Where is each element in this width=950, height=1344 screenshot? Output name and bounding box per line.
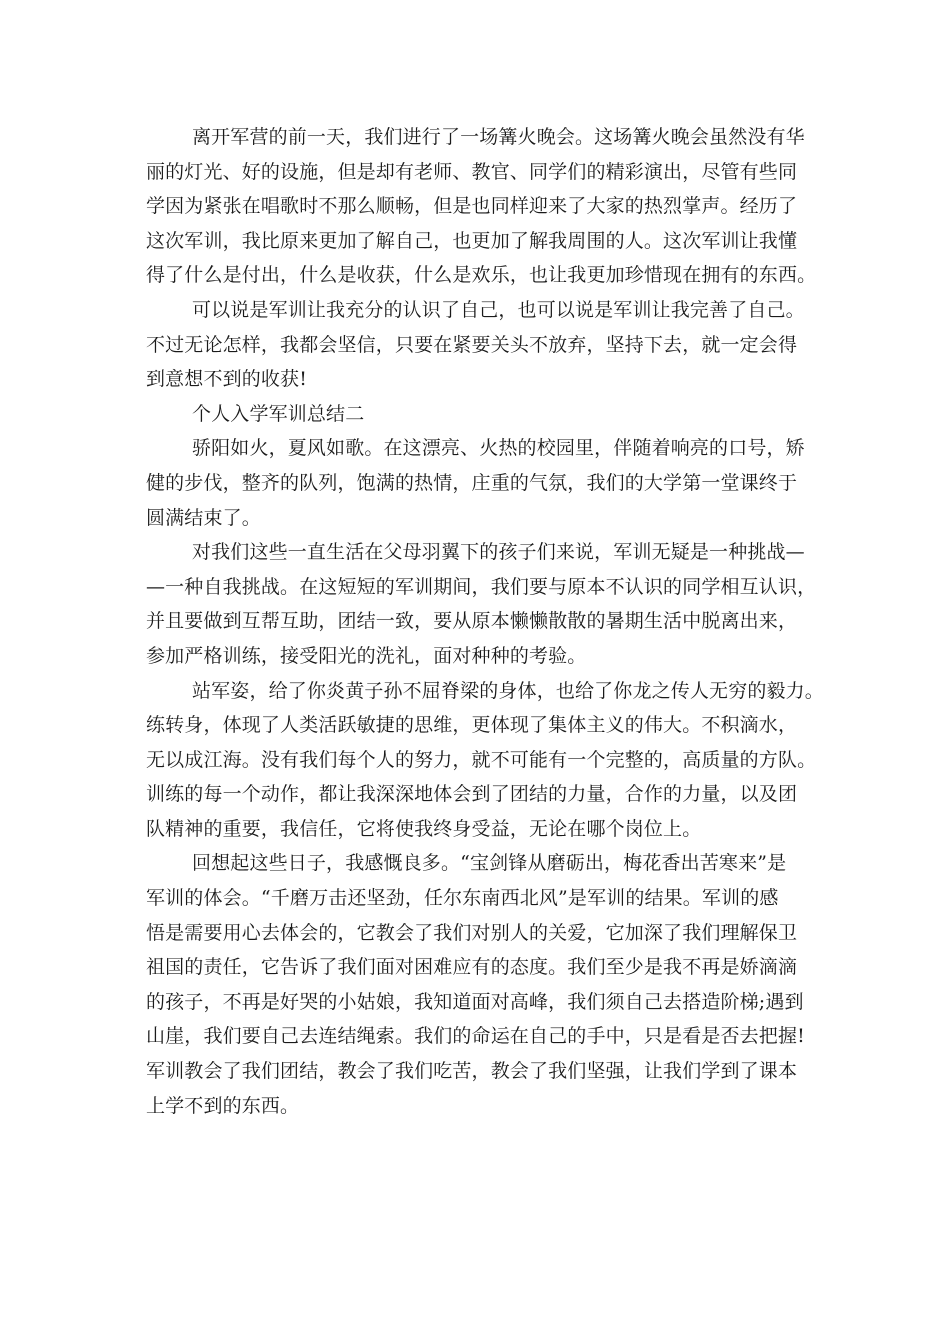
text-line: 对我们这些一直生活在父母羽翼下的孩子们来说，军训无疑是一种挑战— bbox=[192, 541, 805, 564]
text-line: 离开军营的前一天，我们进行了一场篝火晚会。这场篝火晚会虽然没有华 bbox=[192, 126, 805, 148]
section-heading-text: 个人入学军训总结二 bbox=[192, 402, 365, 425]
text-line: 丽的灯光、好的设施，但是却有老师、教官、同学们的精彩演出，尽管有些同 bbox=[146, 160, 798, 183]
text-line: 参加严格训练，接受阳光的洗礼，面对种种的考验。 bbox=[146, 644, 587, 667]
text-line: 健的步伐，整齐的队列，饱满的热情，庄重的气氛，我们的大学第一堂课终于 bbox=[146, 471, 798, 494]
section-heading bbox=[146, 397, 826, 432]
text-line: 站军姿，给了你炎黄子孙不屈脊梁的身体，也给了你龙之传人无穷的毅力。 bbox=[192, 679, 824, 702]
text-line: 可以说是军训让我充分的认识了自己，也可以说是军训让我完善了自己。 bbox=[192, 298, 805, 321]
text-line: 祖国的责任，它告诉了我们面对困难应有的态度。我们至少是我不再是娇滴滴 bbox=[146, 956, 798, 979]
text-line: 骄阳如火，夏风如歌。在这漂亮、火热的校园里，伴随着响亮的口号，矫 bbox=[192, 437, 805, 460]
text-line: 队精神的重要，我信任，它将使我终身受益，无论在哪个岗位上。 bbox=[146, 817, 702, 840]
text-line: 的孩子，不再是好哭的小姑娘，我知道面对高峰，我们须自己去搭造阶梯;遇到 bbox=[146, 990, 804, 1013]
paragraph-reflection bbox=[146, 846, 826, 1123]
text-line: 学因为紧张在唱歌时不那么顺畅，但是也同样迎来了大家的热烈掌声。经历了 bbox=[146, 195, 798, 218]
text-line: 这次军训，我比原来更加了解自己，也更加了解我周围的人。这次军训让我懂 bbox=[146, 229, 798, 252]
text-line: 得了什么是付出，什么是收获，什么是欢乐，也让我更加珍惜现在拥有的东西。 bbox=[146, 264, 817, 287]
text-line: 不过无论怎样，我都会坚信，只要在紧要关头不放弃，坚持下去，就一定会得 bbox=[146, 333, 798, 356]
text-line: 回想起这些日子，我感慨良多。“宝剑锋从磨砺出，梅花香出苦寒来”是 bbox=[192, 852, 787, 875]
text-line: 上学不到的东西。 bbox=[146, 1094, 300, 1117]
text-line: 并且要做到互帮互助，团结一致，要从原本懒懒散散的暑期生活中脱离出来， bbox=[146, 610, 798, 633]
paragraph-conclusion bbox=[146, 293, 826, 397]
text-line: 训练的每一个动作，都让我深深地体会到了团结的力量，合作的力量，以及团 bbox=[146, 783, 798, 806]
text-line: 到意想不到的收获! bbox=[146, 368, 307, 391]
paragraph-stance bbox=[146, 674, 826, 847]
text-line: —一种自我挑战。在这短短的军训期间，我们要与原本不认识的同学相互认识， bbox=[146, 575, 817, 598]
text-line: 军训教会了我们团结，教会了我们吃苦，教会了我们坚强，让我们学到了课本 bbox=[146, 1060, 798, 1083]
document-body bbox=[146, 120, 826, 1123]
paragraph-summer bbox=[146, 431, 826, 535]
paragraph-challenge bbox=[146, 535, 826, 673]
text-line: 练转身，体现了人类活跃敏捷的思维，更体现了集体主义的伟大。不积滴水， bbox=[146, 714, 798, 737]
paragraph-bonfire bbox=[146, 120, 826, 293]
text-line: 山崖，我们要自己去连结绳索。我们的命运在自己的手中，只是看是否去把握! bbox=[146, 1025, 805, 1048]
text-line: 无以成江海。没有我们每个人的努力，就不可能有一个完整的，高质量的方队。 bbox=[146, 748, 817, 771]
text-line: 军训的体会。“千磨万击还坚劲，任尔东南西北风”是军训的结果。军训的感 bbox=[146, 887, 779, 910]
text-line: 圆满结束了。 bbox=[146, 506, 261, 529]
text-line: 悟是需要用心去体会的，它教会了我们对别人的关爱，它加深了我们理解保卫 bbox=[146, 921, 798, 944]
